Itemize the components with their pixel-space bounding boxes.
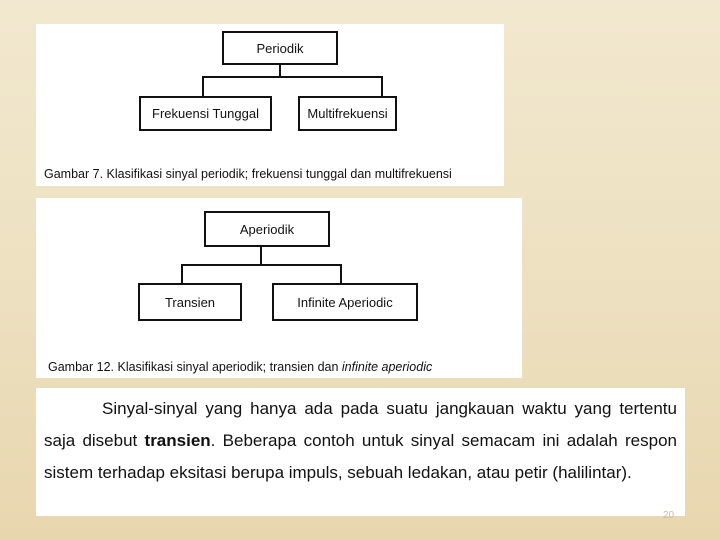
paragraph-bold-term: transien — [144, 431, 211, 450]
connector-line — [181, 264, 183, 284]
connector-line — [340, 264, 342, 284]
diagram-node-transien — [138, 283, 242, 321]
figure-aperiodic-classification — [36, 198, 522, 378]
diagram-node-infinite-aperiodic — [272, 283, 418, 321]
figure-periodic-classification — [36, 24, 504, 186]
connector-line — [202, 76, 204, 97]
connector-line — [260, 247, 262, 265]
caption-italic-text: infinite aperiodic — [341, 360, 433, 374]
node-label: Aperiodik — [239, 221, 295, 237]
connector-line — [381, 76, 383, 97]
diagram-node-periodik — [222, 31, 338, 65]
caption-text: Gambar 12. Klasifikasi sinyal aperiodik; transien dan — [48, 360, 342, 374]
paragraph-text: . Beberapa contoh untuk sinyal semacam ini adalah respon sistem terhadap eksitasi berupa impuls, sebuah ledakan, atau petir (halilintar). — [44, 431, 677, 482]
paragraph-text: Sinyal-sinyal yang hanya ada pada suatu jangkauan waktu yang tertentu saja disebut — [44, 399, 677, 450]
node-label: Frekuensi Tunggal — [152, 106, 259, 121]
figure-caption: Gambar 7. Klasifikasi sinyal periodik; frekuensi tunggal dan multifrekuensi — [44, 167, 452, 181]
page-number: 20 — [663, 510, 675, 521]
node-label: Transien — [164, 294, 216, 310]
connector-line — [202, 76, 383, 78]
node-label: Infinite Aperiodic — [297, 294, 393, 310]
node-label: Multifrekuensi — [307, 106, 388, 121]
text-panel — [36, 388, 685, 516]
body-paragraph — [44, 393, 677, 489]
node-label: Periodik — [256, 40, 304, 56]
connector-line — [181, 264, 342, 266]
diagram-node-frekuensi-tunggal — [139, 96, 272, 131]
diagram-node-multifrekuensi — [298, 96, 397, 131]
figure-caption — [48, 360, 432, 374]
diagram-node-aperiodik — [204, 211, 330, 247]
